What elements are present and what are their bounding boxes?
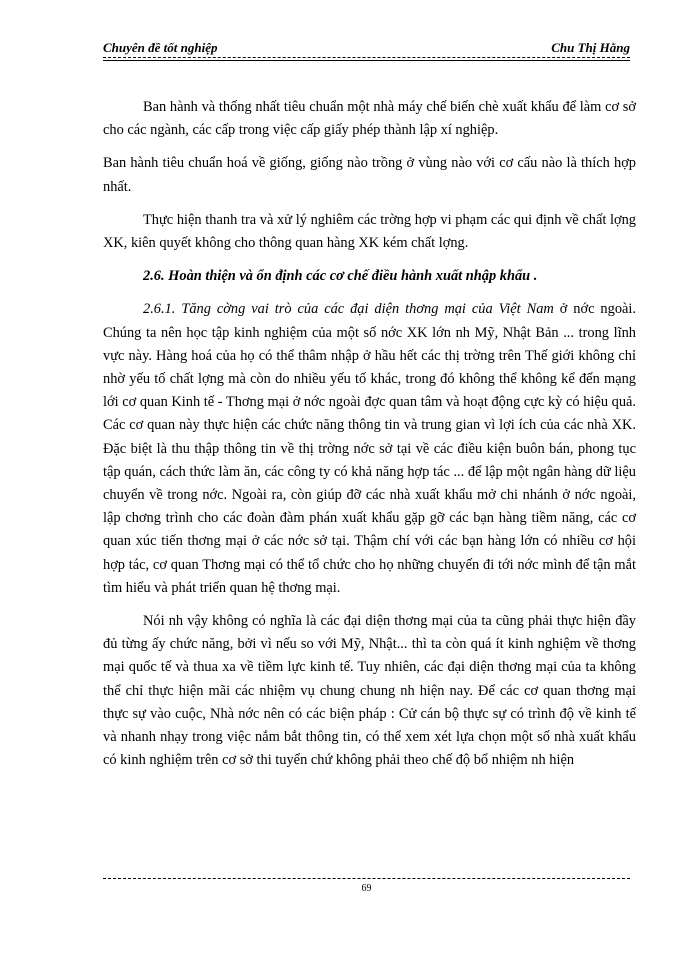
page-number: 69 xyxy=(361,883,372,894)
footer-dashed-rule xyxy=(103,878,630,879)
paragraph-5: Nói nh vậy không có nghĩa là các đại diện thơng mại của ta cũng phải thực hiện đầy đủ từng ấy chức năng, bởi vì nếu so với Mỹ, Nhật... thì ta còn quá ít kinh nghiệm về thơng mại quốc tế và thua xa về tiềm lực kinh tế. Tuy nhiên, các đại diện thơng mại của ta không thể chỉ thực hiện mãi các nhiệm vụ chung chung nh hiện nay. Để các cơ quan thơng mại thực sự vào cuộc, Nhà nớc nên có các biện pháp : Cử cán bộ thực sự có trình độ về kinh tế và nhanh nhạy trong việc nắm bắt thông tin, có thể xem xét lựa chọn một số nhà xuất khẩu có kinh nghiệm trên cơ sở thi tuyển chứ không phải theo chế độ bổ nhiệm nh hiện xyxy=(103,613,636,769)
header-solid-rule xyxy=(103,60,630,61)
paragraph-4 xyxy=(103,298,636,600)
paragraph-3: Thực hiện thanh tra và xử lý nghiêm các trờng hợp vi phạm các qui định về chất lợng XK, kiên quyết không cho thông quan hàng XK kém chất lợng. xyxy=(103,211,636,252)
section-heading: 2.6. Hoàn thiện và ổn định các cơ chế điều hành xuất nhập khẩu . xyxy=(143,268,538,285)
header-author: Chu Thị Hằng xyxy=(551,40,630,55)
header-title: Chuyên đề tốt nghiệp xyxy=(103,40,218,55)
subsection-title: 2.6.1. Tăng cờng vai trò của các đại diện thơng mại của Việt Nam xyxy=(143,301,554,318)
page-footer xyxy=(103,876,630,906)
paragraph-4-body: ở nớc ngoài. Chúng ta nên học tập kinh nghiệm của một số nớc XK lớn nh Mỹ, Nhật Bản ... trong lĩnh vực này. Hàng hoá của họ có thể thâm nhập ở hầu hết các thị trờng trên Thế giới không chỉ nhờ yếu tố chất lợng mà còn do nhiều yếu tố khác, trong đó không thể không kể đến mạng lới cơ quan Kinh tế - Thơng mại ở nớc ngoài đợc quan tâm và hoạt động cực kỳ có hiệu quả. Các cơ quan này thực hiện các chức năng thông tin và trung gian vì lợi ích của các nhà XK. Đặc biệt là thu thập thông tin về thị trờng nớc sở tại về các điều kiện buôn bán, phong tục tập quán, cách thức làm ăn, các công ty có khả năng hợp tác ... để lập một ngân hàng dữ liệu chuyển về trong nớc. Ngoài ra, còn giúp đỡ các nhà xuất khẩu mở chi nhánh ở nớc ngoài, lập chơng trình cho các đoàn đàm phán xuất khẩu gặp gỡ các bạn hàng tiềm năng, các cơ quan xúc tiến thơng mại ở các nớc sở tại. Thậm chí với các bạn hàng lớn có nhiều cơ hội hợp tác, cơ quan Thơng mại có thể tổ chức cho họ những chuyến đi tới nớc mình để tận mắt tìm hiểu và phát triển quan hệ thơng mại. xyxy=(103,301,636,596)
page-header xyxy=(103,40,630,62)
paragraph-2: Ban hành tiêu chuẩn hoá về giống, giống nào trồng ở vùng nào với cơ cấu nào là thích hợp nhất. xyxy=(103,155,636,195)
header-dashed-rule xyxy=(103,57,630,58)
page-body xyxy=(103,96,636,782)
paragraph-1: Ban hành và thống nhất tiêu chuẩn một nhà máy chế biến chè xuất khẩu để làm cơ sở cho các ngành, các cấp trong việc cấp giấy phép thành lập xí nghiệp. xyxy=(103,99,636,139)
